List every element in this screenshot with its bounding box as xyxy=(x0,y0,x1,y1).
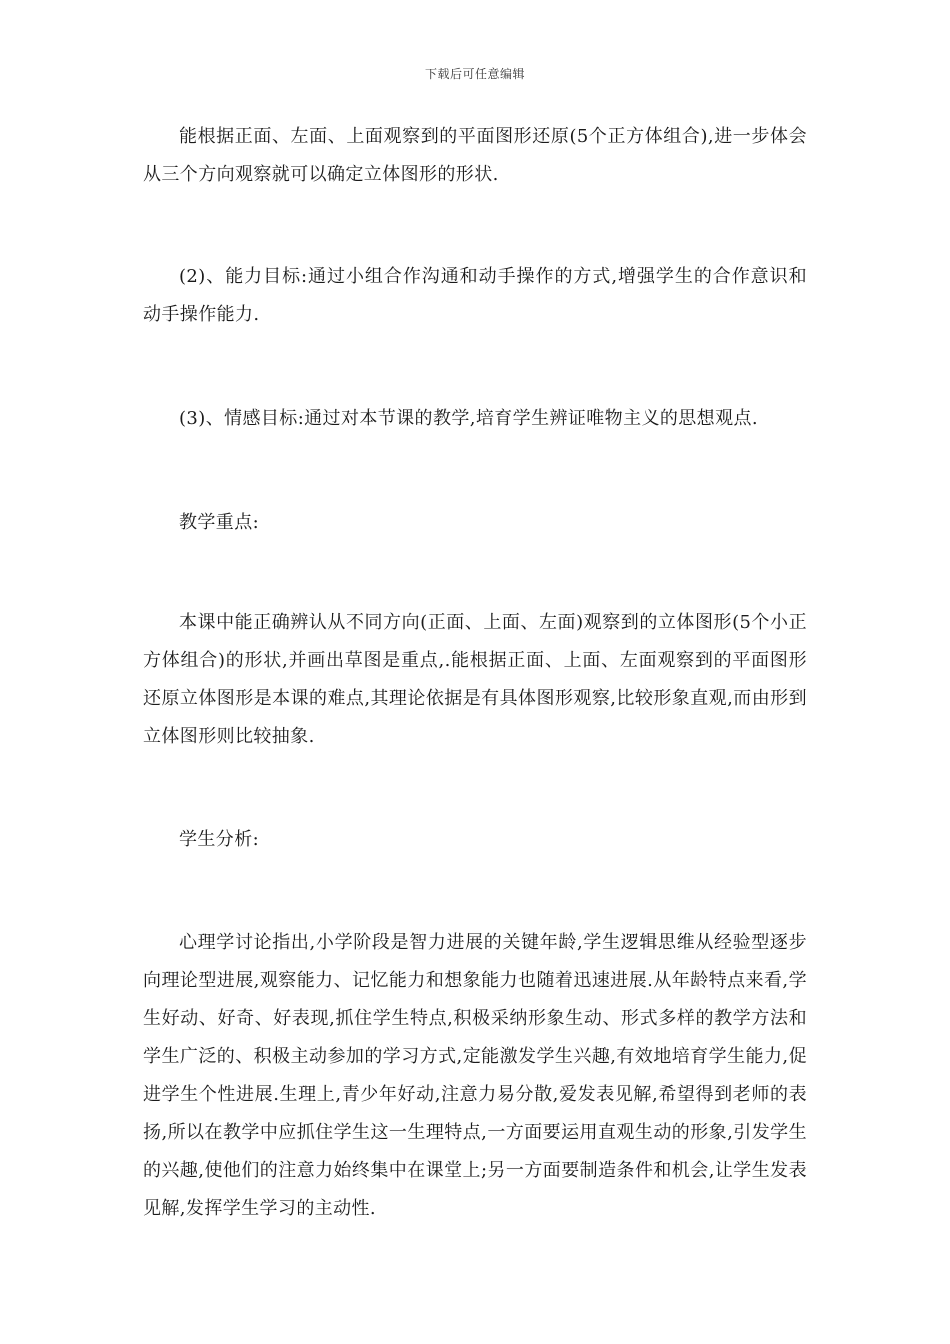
paragraph-key-points: 本课中能正确辨认从不同方向(正面、上面、左面)观察到的立体图形(5个小正方体组合)的形状,并画出草图是重点,.能根据正面、上面、左面观察到的平面图形还原立体图形是本课的难点,其理论依据是有具体图形观察,比较形象直观,而由形到立体图形则比较抽象. xyxy=(143,612,807,747)
paragraph-emotion-goal: (3)、情感目标:通过对本节课的教学,培育学生辨证唯物主义的思想观点. xyxy=(179,408,759,429)
heading-student-analysis: 学生分析: xyxy=(179,829,260,850)
paragraph-restore-shapes: 能根据正面、左面、上面观察到的平面图形还原(5个正方体组合),进一步体会从三个方向观察就可以确定立体图形的形状. xyxy=(143,126,807,185)
paragraph-student-analysis: 心理学讨论指出,小学阶段是智力进展的关键年龄,学生逻辑思维从经验型逐步向理论型进展,观察能力、记忆能力和想象能力也随着迅速进展.从年龄特点来看,学生好动、好奇、好表现,抓住学生特点,积极采纳形象生动、形式多样的教学方法和学生广泛的、积极主动参加的学习方式,定能激发学生兴趣,有效地培育学生能力,促进学生个性进展.生理上,青少年好动,注意力易分散,爱发表见解,希望得到老师的表扬,所以在教学中应抓住学生这一生理特点,一方面要运用直观生动的形象,引发学生的兴趣,使他们的注意力始终集中在课堂上;另一方面要制造条件和机会,让学生发表见解,发挥学生学习的主动性. xyxy=(143,932,807,1219)
heading-key-points: 教学重点: xyxy=(179,512,260,533)
header-note: 下载后可任意编辑 xyxy=(424,67,525,81)
paragraph-ability-goal: (2)、能力目标:通过小组合作沟通和动手操作的方式,增强学生的合作意识和动手操作能力. xyxy=(143,266,807,325)
